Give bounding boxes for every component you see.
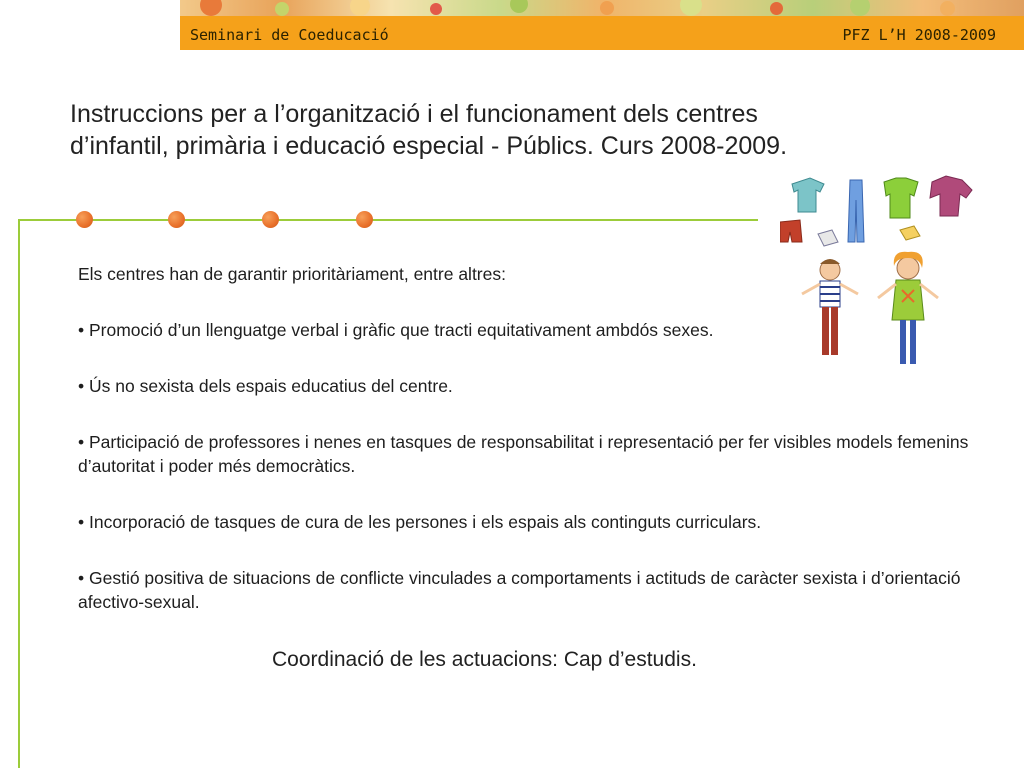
bullet-item: • Ús no sexista dels espais educatius del centre. (78, 376, 453, 396)
title-line-1: Instruccions per a l’organització i el funcionament dels centres (70, 100, 758, 128)
decorative-dot-icon (356, 211, 373, 228)
header-banner-decoration (180, 0, 1024, 16)
header-seminar-label: Seminari de Coeducació (190, 26, 389, 44)
page-title (70, 98, 900, 162)
bullet-item: • Gestió positiva de situacions de conflicte vinculades a comportaments i actituds de caràcter sexista i d’orientació afectivo-sexual. (78, 568, 961, 612)
decorative-dot-icon (76, 211, 93, 228)
main-content (78, 262, 998, 614)
clothes-icon (780, 176, 972, 246)
title-line-2: d’infantil, primària i educació especial - Públics. Curs 2008-2009. (70, 132, 788, 160)
coordination-text: Coordinació de les actuacions: Cap d’estudis. (272, 648, 697, 671)
bullet-item: • Incorporació de tasques de cura de les persones i els espais als continguts curriculars. (78, 512, 762, 532)
frame-vertical-line (18, 219, 20, 768)
decorative-dot-icon (262, 211, 279, 228)
frame-horizontal-line (18, 219, 758, 221)
bullet-item: • Participació de professores i nenes en tasques de responsabilitat i representació per fer visibles models femenins d’autoritat i poder més democràtics. (78, 432, 969, 476)
header-year-label: PFZ L’H 2008-2009 (842, 26, 996, 44)
intro-text: Els centres han de garantir prioritàriament, entre altres: (78, 264, 506, 284)
decorative-dot-icon (168, 211, 185, 228)
bullet-item: • Promoció d’un llenguatge verbal i gràfic que tracti equitativament ambdós sexes. (78, 320, 714, 340)
